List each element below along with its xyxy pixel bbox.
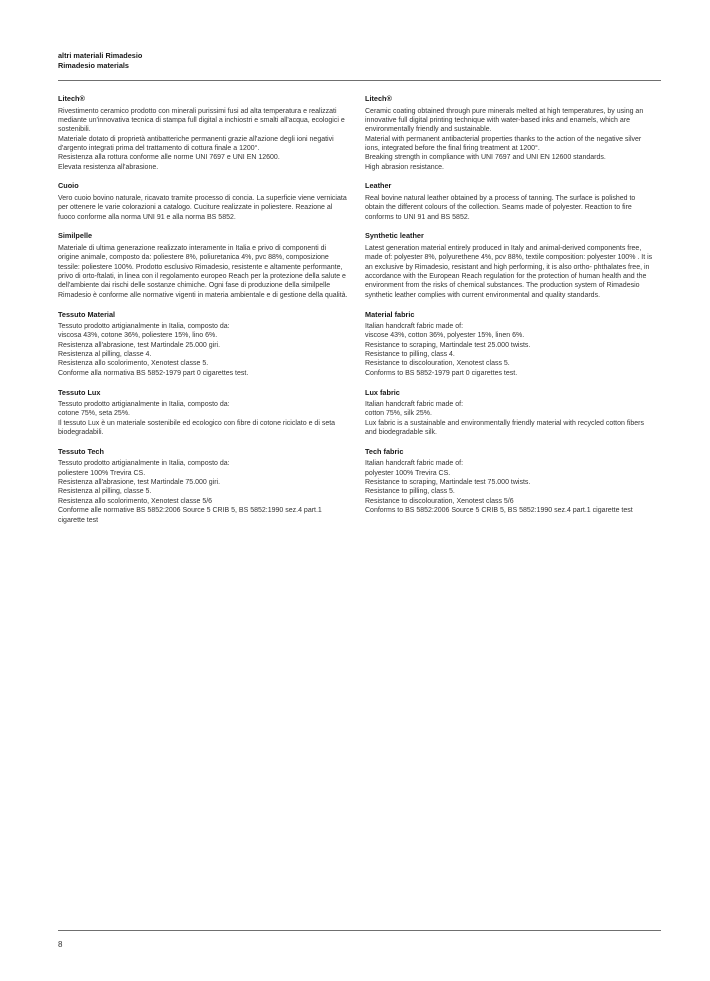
top-divider: [58, 80, 661, 81]
page-header: [58, 51, 658, 70]
section-title: Tech fabric: [365, 446, 404, 456]
section-title: Synthetic leather: [365, 231, 424, 241]
section-title: Cuoio: [58, 181, 79, 191]
section-title: Lux fabric: [365, 387, 400, 397]
section-title: Material fabric: [365, 309, 415, 319]
section-body: Rivestimento ceramico prodotto con minerali purissimi fusi ad alta temperatura e realizzati mediante un'innovativa tecnica di stampa full digital a inchiostri e smalti all'acqua, ecologici e sostenibili. Materiale dotato di proprietà antibatteriche permanenti grazie all'azione degli ioni negativi d'argento integrati prima del trattamento di cottura finale a 1200°. Resistenza alla rottura conforme alle norme UNI 7697 e UNI EN 12600. Elevata resistenza all'abrasione.: [58, 107, 345, 171]
section-body: Real bovine natural leather obtained by a process of tanning. The surface is polished to obtain the different colours of the collection. Seams made of polyester. Reaction to fire conforms to UNI 91 and BS 5852.: [365, 194, 636, 221]
section-title: Similpelle: [58, 231, 93, 241]
section-tessuto-lux: [58, 388, 349, 438]
page-number: 8: [58, 940, 63, 949]
section-body: Italian handcraft fabric made of: viscose 43%, cotton 36%, polyester 15%, linen 6%. Resistance to scraping, Martindale test 25.000 twists. Resistance to pilling, class 4. Resistance to discolouration, Xenotest class 5. Conforms to BS 5852-1979 part 0 cigarettes test.: [365, 323, 531, 377]
section-title: Tessuto Tech: [58, 446, 104, 456]
section-title: Tessuto Lux: [58, 387, 101, 397]
section-body: Ceramic coating obtained through pure minerals melted at high temperatures, by using an innovative full digital printing technique with water-based inks and enamels, which are environmentally friendly and sustainable. Material with permanent antibacterial properties thanks to the action of the negative silver ions, integrated before the final firing treatment at 1200°. Breaking strength in compliance with UNI 7697 and UNI EN 12600 standards. High abrasion resistance.: [365, 107, 644, 171]
section-material-fabric: [365, 310, 656, 379]
section-body: Tessuto prodotto artigianalmente in Italia, composto da: viscosa 43%, cotone 36%, poliestere 15%, lino 6%. Resistenza all'abrasione, test Martindale 25.000 giri. Resistenza al pilling, classe 4. Resistenza allo scolorimento, Xenotest classe 5. Conforme alla normativa BS 5852-1979 part 0 cigarettes test.: [58, 323, 249, 377]
section-body: Italian handcraft fabric made of: polyester 100% Trevira CS. Resistance to scraping, Martindale test 75.000 twists. Resistance to pilling, class 5. Resistance to discolouration, Xenotest class 5/6 Conforms to BS 5852:2006 Source 5 CRIB 5, BS 5852:1990 sez.4 part.1 cigarette test: [365, 460, 633, 515]
italian-column: [58, 94, 349, 525]
section-body: Vero cuoio bovino naturale, ricavato tramite processo di concia. La superficie viene verniciata per ottenere le varie colorazioni a catalogo. Cuciture realizzate in poliestere. Reazione al fuoco conforme alla norma UNI 91 e alla norma BS 5852.: [58, 194, 347, 221]
section-cuoio: [58, 181, 349, 222]
section-body: Tessuto prodotto artigianalmente in Italia, composto da: cotone 75%, seta 25%. Il tessuto Lux è un materiale sostenibile ed ecologico con fibre di cotone riciclato e di seta biodegradabili.: [58, 401, 336, 437]
section-tessuto-tech: [58, 447, 349, 525]
section-body: Tessuto prodotto artigianalmente in Italia, composto da: poliestere 100% Trevira CS. Resistenza all'abrasione, test Martindale 75.000 giri. Resistenza al pilling, classe 5. Resistenza allo scolorimento, Xenotest classe 5/6 Conforme alle normative BS 5852:2006 Source 5 CRIB 5, BS 5852:1990 sez.4 part.1 cigarette test: [58, 460, 322, 524]
section-body: Latest generation material entirely produced in Italy and animal-derived components free, made of: polyester 8%, polyurethene 4%, pcv 88%, textile composition: polyester 100% . It is an exclusive by Rimadesio, resistant and high performing, it is also ortho- phthalates free, in accordance with the European Reach regulation for the protection of human health and the environment from the risks of chemical substances. The production system of Rimadesio synthetic leather complies with current environmental and quality standards.: [365, 244, 653, 299]
section-litech-en: [365, 94, 656, 172]
header-title-italian: altri materiali Rimadesio: [58, 51, 143, 60]
bottom-divider: [58, 930, 661, 931]
section-body: Materiale di ultima generazione realizzato interamente in Italia e privo di componenti di origine animale, composto da: poliestere 8%, poliuretanica 4%, pvc 88%, composizione tessile: poliestere 100%. Prodotto esclusivo Rimadesio, resistente e altamente performante, privo di orto-ftalati, in linea con il regolamento europeo Reach per la protezione della salute e dell'ambiente dai rischi delle sostanze chimiche. Ogni fase di produzione della similpelle Rimadesio è conforme alle normative vigenti in materia ambientale e di gestione della qualità.: [58, 244, 348, 299]
section-similpelle: [58, 231, 349, 300]
section-lux-fabric: [365, 388, 656, 438]
header-title-english: Rimadesio materials: [58, 60, 129, 70]
english-column: [365, 94, 656, 516]
section-body: Italian handcraft fabric made of: cotton 75%, silk 25%. Lux fabric is a sustainable and environmentally friendly material with recycled cotton fibers and biodegradable silk.: [365, 401, 644, 437]
section-title: Leather: [365, 181, 392, 191]
section-tessuto-material: [58, 310, 349, 379]
section-title: Tessuto Material: [58, 309, 116, 319]
section-synthetic-leather: [365, 231, 656, 300]
section-leather: [365, 181, 656, 222]
section-title: Litech®: [58, 94, 85, 103]
section-litech-it: [58, 94, 349, 172]
section-tech-fabric: [365, 447, 656, 516]
section-title: Litech®: [365, 94, 392, 103]
